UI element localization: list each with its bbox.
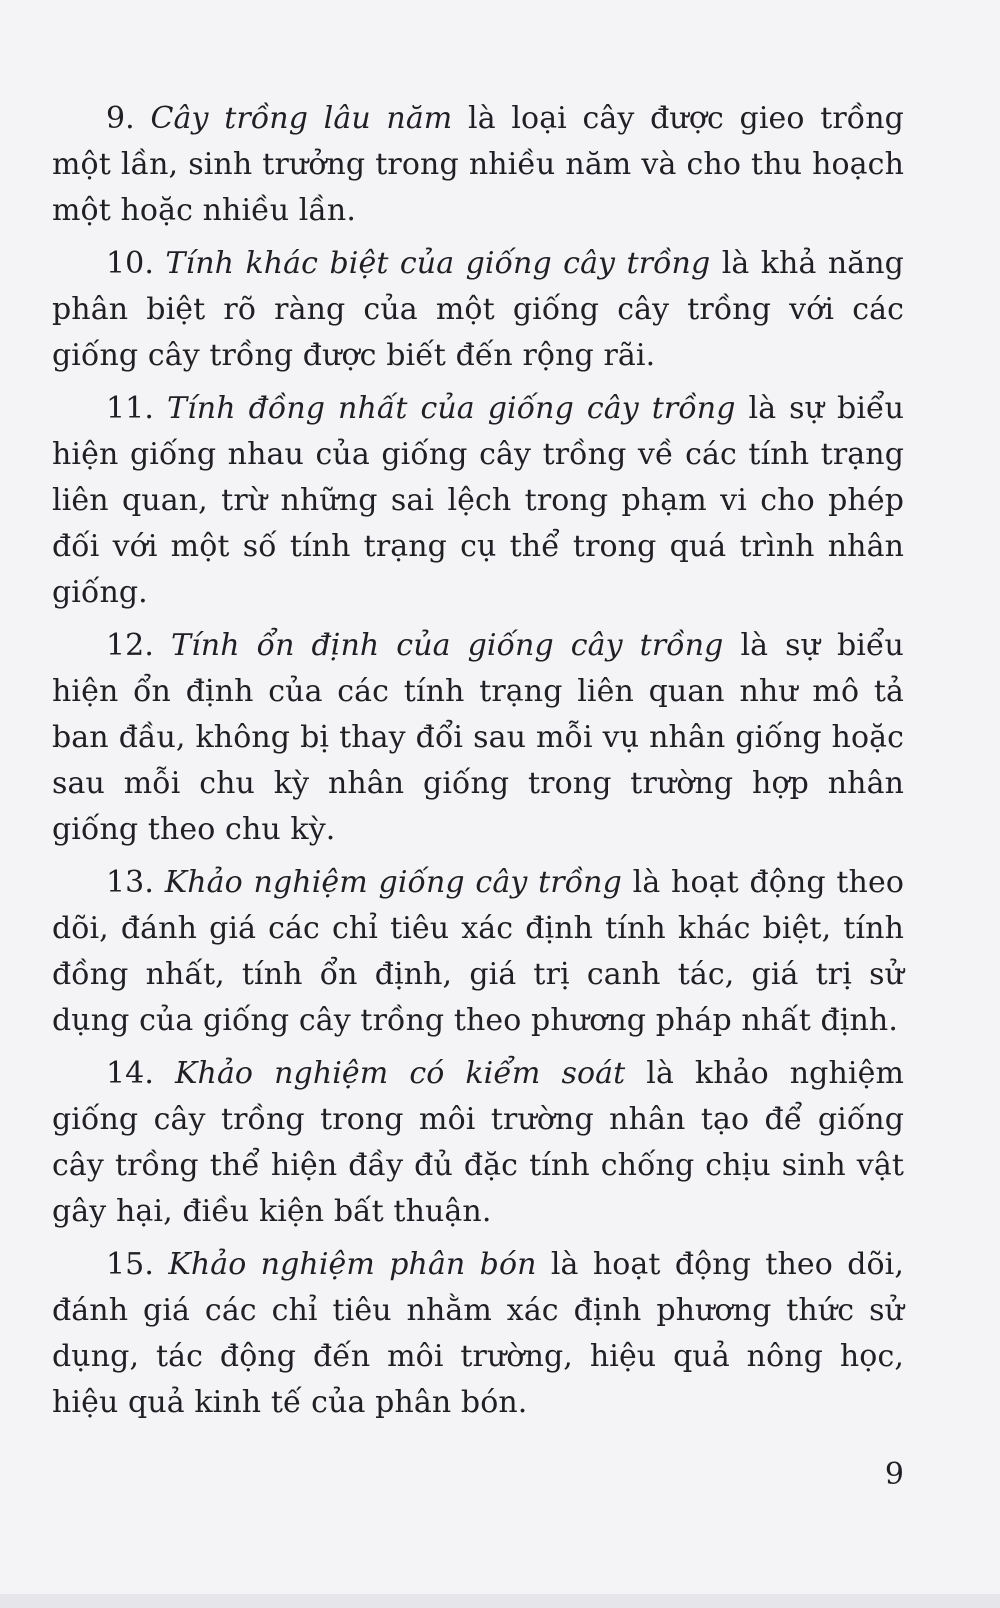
definition-paragraph-9 bbox=[52, 96, 904, 234]
definition-paragraph-11 bbox=[52, 386, 904, 616]
definition-paragraph-10 bbox=[52, 241, 904, 379]
definition-term: Khảo nghiệm có kiểm soát bbox=[175, 1056, 626, 1091]
definition-text: là khả năng phân biệt rõ ràng của một giống cây trồng với các giống cây trồng được biết đến rộng rãi. bbox=[52, 246, 904, 373]
definition-term: Cây trồng lâu năm bbox=[150, 101, 453, 136]
definition-text: là hoạt động theo dõi, đánh giá các chỉ tiêu nhằm xác định phương thức sử dụng, tác động đến môi trường, hiệu quả nông học, hiệu quả kinh tế của phân bón. bbox=[52, 1247, 904, 1420]
definition-number: 10. bbox=[106, 246, 155, 281]
definition-text: là khảo nghiệm giống cây trồng trong môi trường nhân tạo để giống cây trồng thể hiện đầy đủ đặc tính chống chịu sinh vật gây hại, điều kiện bất thuận. bbox=[52, 1056, 905, 1229]
definition-number: 11. bbox=[106, 391, 155, 426]
definition-number: 12. bbox=[106, 628, 155, 663]
definition-term: Tính đồng nhất của giống cây trồng bbox=[166, 391, 736, 426]
definition-term: Khảo nghiệm phân bón bbox=[168, 1247, 537, 1282]
definition-text: là sự biểu hiện ổn định của các tính trạng liên quan như mô tả ban đầu, không bị thay đổi sau mỗi vụ nhân giống hoặc sau mỗi chu kỳ nhân giống trong trường hợp nhân giống theo chu kỳ. bbox=[52, 628, 904, 847]
definition-paragraph-15 bbox=[52, 1242, 904, 1426]
definition-term: Tính ổn định của giống cây trồng bbox=[171, 628, 724, 663]
definition-paragraph-12 bbox=[52, 623, 904, 853]
page-number: 9 bbox=[884, 1457, 904, 1492]
definitions-text bbox=[52, 96, 904, 1433]
definition-text: là sự biểu hiện giống nhau của giống cây trồng về các tính trạng liên quan, trừ những sai lệch trong phạm vi cho phép đối với một số tính trạng cụ thể trong quá trình nhân giống. bbox=[52, 391, 905, 610]
definition-text: là loại cây được gieo trồng một lần, sinh trưởng trong nhiều năm và cho thu hoạch một hoặc nhiều lần. bbox=[52, 101, 904, 228]
definition-term: Tính khác biệt của giống cây trồng bbox=[165, 246, 711, 281]
definition-number: 14. bbox=[106, 1056, 155, 1091]
definition-number: 15. bbox=[106, 1247, 155, 1282]
definition-number: 9. bbox=[106, 101, 135, 136]
definition-term: Khảo nghiệm giống cây trồng bbox=[164, 865, 622, 900]
page-bottom-edge bbox=[0, 1594, 1000, 1608]
definition-number: 13. bbox=[106, 865, 155, 900]
definition-paragraph-13 bbox=[52, 860, 904, 1044]
definition-text: là hoạt động theo dõi, đánh giá các chỉ tiêu xác định tính khác biệt, tính đồng nhất, tính ổn định, giá trị canh tác, giá trị sử dụng của giống cây trồng theo phương pháp nhất định. bbox=[52, 865, 904, 1038]
definition-paragraph-14 bbox=[52, 1051, 904, 1235]
